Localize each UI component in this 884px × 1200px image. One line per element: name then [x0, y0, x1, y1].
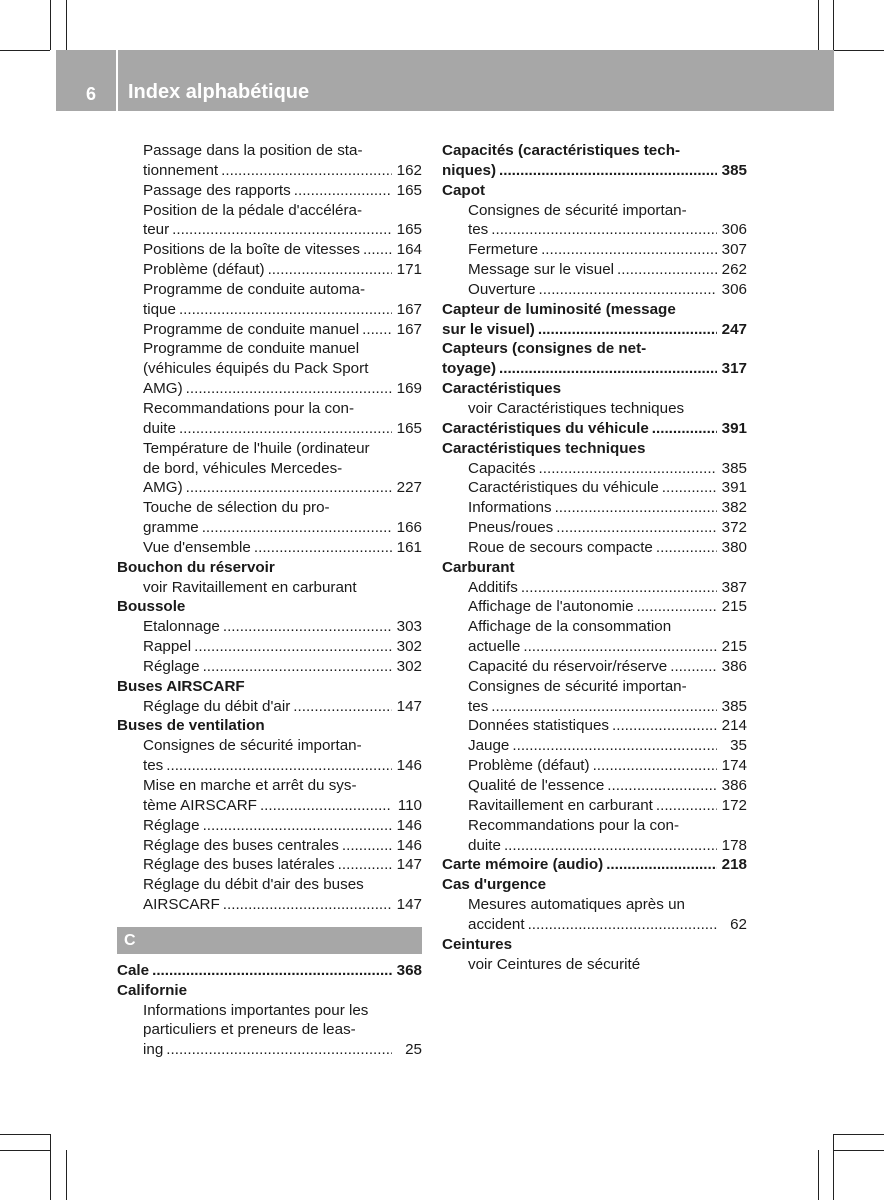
index-entry-text: Message sur le visuel — [468, 261, 615, 279]
index-heading-line — [117, 981, 422, 1001]
index-subentry-line — [442, 240, 747, 260]
page-reference: 165 — [396, 419, 422, 437]
dot-leader — [667, 657, 717, 677]
index-entry-text: Carburant — [442, 558, 515, 576]
dot-leader — [659, 478, 717, 498]
index-entry-text: Capacités — [468, 459, 536, 477]
index-subentry-line — [117, 1020, 422, 1040]
index-subentry-line — [117, 439, 422, 459]
index-column-right — [442, 141, 747, 974]
index-heading-line — [442, 875, 747, 895]
index-heading-line — [442, 379, 747, 399]
index-subentry-line — [442, 280, 747, 300]
dot-leader — [501, 836, 717, 856]
page-reference: 174 — [721, 757, 747, 775]
index-entry-text: Rappel — [143, 638, 192, 656]
index-entry-text: Caractéristiques du véhicule — [442, 419, 649, 437]
index-entry-text: AMG) — [143, 380, 183, 398]
index-entry-text: actuelle — [468, 638, 521, 656]
index-entry-text: Réglage du débit d'air — [143, 697, 291, 715]
index-subentry-line — [442, 756, 747, 776]
dot-leader — [653, 538, 717, 558]
index-entry-text: Boussole — [117, 598, 186, 616]
page-reference: 147 — [396, 856, 422, 874]
index-entry-text: AMG) — [143, 479, 183, 497]
index-heading-line — [442, 359, 747, 379]
crop-mark — [834, 1150, 884, 1151]
dot-leader — [604, 776, 717, 796]
crop-mark — [0, 50, 50, 51]
index-subentry-line — [442, 201, 747, 221]
section-letter-bar: C — [117, 927, 422, 954]
page-reference: 161 — [396, 538, 422, 556]
dot-leader — [609, 716, 717, 736]
index-subentry-line — [442, 399, 747, 419]
crop-mark — [66, 0, 67, 50]
index-subentry-line — [117, 359, 422, 379]
dot-leader — [200, 816, 392, 836]
index-entry-text: accident — [468, 915, 525, 933]
index-entry-text: Capteur de luminosité (message — [442, 300, 676, 318]
page-reference: 110 — [397, 796, 422, 814]
index-subentry-line — [442, 716, 747, 736]
crop-mark — [833, 1134, 834, 1200]
index-entry-text: Informations — [468, 499, 552, 517]
index-subentry-line — [117, 617, 422, 637]
dot-leader — [488, 220, 717, 240]
page-reference: 302 — [396, 638, 422, 656]
page-reference: 385 — [721, 697, 747, 715]
index-entry-text: Recommandations pour la con- — [468, 816, 680, 834]
index-entry-text: duite — [143, 419, 176, 437]
index-subentry-line — [442, 260, 747, 280]
index-subentry-line — [442, 796, 747, 816]
index-entry-text: ing — [143, 1041, 164, 1059]
index-entry-text: Caractéristiques techniques — [442, 439, 646, 457]
page-reference: 166 — [396, 519, 422, 537]
page-reference: 391 — [721, 419, 747, 437]
index-subentry-line — [117, 161, 422, 181]
dot-leader — [257, 796, 392, 816]
index-entry-text: Problème (défaut) — [468, 757, 590, 775]
dot-leader — [496, 359, 717, 379]
index-entry-text: Positions de la boîte de vitesses — [143, 241, 360, 259]
index-heading-line — [442, 558, 747, 578]
dot-leader — [290, 697, 392, 717]
index-subentry-line — [117, 736, 422, 756]
index-heading-line — [442, 439, 747, 459]
index-subentry-line — [442, 657, 747, 677]
index-subentry-line — [442, 776, 747, 796]
index-entry-text: Température de l'huile (ordinateur — [143, 439, 370, 457]
dot-leader — [183, 379, 392, 399]
index-subentry-line — [117, 895, 422, 915]
index-subentry-line — [442, 697, 747, 717]
page-reference: 146 — [396, 757, 422, 775]
page-reference: 214 — [721, 717, 747, 735]
index-entry-text: sur le visuel) — [442, 320, 535, 338]
index-subentry-line — [442, 736, 747, 756]
index-heading-line — [117, 716, 422, 736]
index-subentry-line — [442, 478, 747, 498]
page-reference: 227 — [396, 479, 422, 497]
index-entry-text: AIRSCARF — [143, 896, 220, 914]
index-entry-text: Position de la pédale d'accéléra- — [143, 201, 363, 219]
index-entry-text: Recommandations pour la con- — [143, 399, 355, 417]
index-entry-text: particuliers et preneurs de leas- — [143, 1021, 356, 1039]
dot-leader — [649, 419, 717, 439]
index-entry-text: Réglage — [143, 657, 200, 675]
dot-leader — [552, 498, 717, 518]
index-entry-text: Réglage des buses latérales — [143, 856, 335, 874]
index-subentry-line — [117, 697, 422, 717]
index-entry-text: Cale — [117, 961, 150, 979]
dot-leader — [538, 240, 717, 260]
index-entry-text: Programme de conduite manuel — [143, 320, 360, 338]
index-entry-text: Ouverture — [468, 280, 536, 298]
index-entry-text: Mise en marche et arrêt du sys- — [143, 777, 357, 794]
dot-leader — [590, 756, 717, 776]
crop-mark — [834, 1134, 884, 1135]
index-entry-text: Vue d'ensemble — [143, 538, 251, 556]
index-subentry-line — [117, 240, 422, 260]
index-entry-text: tes — [143, 757, 164, 775]
index-entry-text: Roue de secours compacte — [468, 538, 653, 556]
index-subentry-line — [442, 617, 747, 637]
index-entry-text: Informations importantes pour les — [143, 1001, 369, 1019]
index-subentry-line — [442, 836, 747, 856]
index-subentry-line — [117, 578, 422, 598]
index-entry-text: voir Ceintures de sécurité — [468, 955, 641, 973]
dot-leader — [614, 260, 717, 280]
page-header — [56, 50, 834, 111]
index-column-left — [117, 141, 422, 1060]
dot-leader — [536, 280, 717, 300]
index-subentry-line — [442, 597, 747, 617]
dot-leader — [603, 855, 717, 875]
index-entry-text: tème AIRSCARF — [143, 796, 257, 814]
index-entry-text: Buses de ventilation — [117, 717, 265, 735]
page-reference: 172 — [721, 796, 747, 814]
dot-leader — [653, 796, 717, 816]
index-entry-text: Qualité de l'essence — [468, 777, 605, 794]
index-entry-text: Réglage — [143, 816, 200, 834]
index-subentry-line — [442, 915, 747, 935]
index-subentry-line — [117, 776, 422, 796]
page-reference: 368 — [396, 961, 422, 979]
page-reference: 62 — [730, 915, 747, 933]
index-subentry-line — [117, 399, 422, 419]
page-reference: 306 — [721, 221, 747, 239]
page-reference: 164 — [396, 241, 422, 259]
index-heading-line — [442, 141, 747, 161]
dot-leader — [339, 836, 392, 856]
index-heading-line — [442, 300, 747, 320]
index-entry-text: tes — [468, 221, 489, 239]
crop-mark — [0, 1134, 50, 1135]
index-entry-text: tique — [143, 300, 176, 318]
index-entry-text: tes — [468, 697, 489, 715]
index-entry-text: Fermeture — [468, 241, 539, 259]
dot-leader — [265, 260, 392, 280]
index-entry-text: voir Caractéristiques techniques — [468, 399, 685, 417]
index-subentry-line — [442, 220, 747, 240]
page-reference: 262 — [721, 261, 747, 279]
index-subentry-line — [117, 1040, 422, 1060]
index-subentry-line — [117, 657, 422, 677]
dot-leader — [199, 518, 392, 538]
dot-leader — [359, 320, 392, 340]
index-subentry-line — [442, 955, 747, 975]
page-reference: 247 — [721, 320, 747, 338]
index-heading-line — [442, 161, 747, 181]
dot-leader — [191, 637, 392, 657]
page-reference: 317 — [721, 360, 747, 378]
index-entry-text: Passage des rapports — [143, 181, 291, 199]
page-reference: 382 — [721, 499, 747, 517]
index-heading-line — [442, 855, 747, 875]
index-entry-text: Touche de sélection du pro- — [143, 499, 330, 517]
index-entry-text: Capacité du réservoir/réserve — [468, 657, 668, 675]
index-entry-text: Jauge — [468, 737, 510, 755]
index-entry-text: niques) — [442, 161, 497, 179]
page-reference: 146 — [396, 836, 422, 854]
dot-leader — [335, 855, 392, 875]
index-subentry-line — [117, 1001, 422, 1021]
index-subentry-line — [117, 320, 422, 340]
index-entry-text: Etalonnage — [143, 618, 220, 636]
page-reference: 147 — [396, 896, 422, 914]
index-entry-text: Caractéristiques du véhicule — [468, 479, 659, 497]
dot-leader — [251, 538, 392, 558]
index-entry-text: voir Ravitaillement en carburant — [143, 578, 357, 596]
index-entry-text: Capot — [442, 181, 486, 199]
page-reference: 146 — [396, 816, 422, 834]
dot-leader — [360, 240, 392, 260]
page-reference: 215 — [721, 638, 747, 656]
index-subentry-line — [117, 141, 422, 161]
page-reference: 391 — [721, 479, 747, 497]
index-subentry-line — [117, 756, 422, 776]
dot-leader — [200, 657, 392, 677]
page-reference: 165 — [396, 221, 422, 239]
crop-mark — [818, 1150, 819, 1200]
dot-leader — [520, 637, 717, 657]
index-entry-text: Capteurs (consignes de net- — [442, 340, 647, 358]
index-subentry-line — [117, 875, 422, 895]
dot-leader — [220, 895, 392, 915]
index-subentry-line — [117, 419, 422, 439]
page-reference: 306 — [721, 280, 747, 298]
dot-leader — [291, 181, 392, 201]
index-entry-text: Bouchon du réservoir — [117, 558, 275, 576]
index-entry-text: Buses AIRSCARF — [117, 677, 245, 695]
index-subentry-line — [117, 518, 422, 538]
index-entry-text: Programme de conduite automa- — [143, 280, 366, 298]
dot-leader — [149, 961, 392, 981]
index-subentry-line — [117, 459, 422, 479]
page-reference: 386 — [721, 777, 747, 794]
index-subentry-line — [442, 677, 747, 697]
page-reference: 167 — [396, 320, 422, 338]
page-reference: 380 — [721, 538, 747, 556]
dot-leader — [525, 915, 717, 935]
index-entry-text: Additifs — [468, 578, 518, 596]
index-entry-text: gramme — [143, 519, 199, 537]
index-subentry-line — [117, 816, 422, 836]
crop-mark — [833, 0, 834, 50]
page-reference: 25 — [405, 1041, 422, 1059]
index-heading-line — [442, 320, 747, 340]
index-entry-text: teur — [143, 221, 170, 239]
page-title: Index alphabétique — [128, 81, 310, 103]
index-subentry-line — [117, 836, 422, 856]
dot-leader — [536, 459, 717, 479]
dot-leader — [163, 1040, 392, 1060]
index-entry-text: Affichage de la consommation — [468, 618, 672, 636]
page-reference: 307 — [721, 241, 747, 259]
index-entry-text: Californie — [117, 981, 188, 999]
index-entry-text: Pneus/roues — [468, 519, 554, 537]
index-subentry-line — [117, 379, 422, 399]
dot-leader — [535, 320, 717, 340]
index-entry-text: Réglage du débit d'air des buses — [143, 876, 364, 894]
index-entry-text: Consignes de sécurité importan- — [143, 737, 362, 755]
index-heading-line — [117, 597, 422, 617]
page-reference: 218 — [721, 856, 747, 874]
dot-leader — [183, 478, 392, 498]
index-entry-text: Carte mémoire (audio) — [442, 856, 604, 874]
page-reference: 171 — [396, 261, 422, 279]
index-entry-text: Programme de conduite manuel — [143, 340, 360, 358]
page-reference: 165 — [396, 181, 422, 199]
dot-leader — [518, 578, 717, 598]
index-subentry-line — [117, 181, 422, 201]
index-subentry-line — [442, 498, 747, 518]
index-entry-text: Passage dans la position de sta- — [143, 142, 363, 159]
index-subentry-line — [117, 260, 422, 280]
page-reference: 162 — [396, 161, 422, 179]
dot-leader — [488, 697, 717, 717]
index-subentry-line — [442, 637, 747, 657]
index-entry-text: Ceintures — [442, 935, 513, 953]
index-heading-line — [117, 961, 422, 981]
page-reference: 372 — [721, 519, 747, 537]
dot-leader — [163, 756, 392, 776]
index-heading-line — [442, 339, 747, 359]
index-subentry-line — [117, 637, 422, 657]
index-subentry-line — [442, 518, 747, 538]
page-reference: 385 — [721, 459, 747, 477]
index-entry-text: Consignes de sécurité importan- — [468, 677, 687, 695]
index-entry-text: Caractéristiques — [442, 380, 562, 398]
crop-mark — [0, 1150, 50, 1151]
page-reference: 35 — [730, 737, 747, 755]
index-heading-line — [442, 419, 747, 439]
dot-leader — [509, 736, 717, 756]
index-subentry-line — [442, 578, 747, 598]
index-subentry-line — [442, 895, 747, 915]
page-reference: 169 — [396, 380, 422, 398]
page-reference: 147 — [396, 697, 422, 715]
index-subentry-line — [117, 280, 422, 300]
index-subentry-line — [442, 459, 747, 479]
index-entry-text: Réglage des buses centrales — [143, 836, 339, 854]
dot-leader — [176, 419, 392, 439]
index-heading-line — [442, 181, 747, 201]
crop-mark — [818, 0, 819, 50]
index-entry-text: Problème (défaut) — [143, 261, 265, 279]
index-entry-text: Mesures automatiques après un — [468, 896, 685, 914]
index-entry-text: Cas d'urgence — [442, 876, 547, 894]
index-subentry-line — [117, 498, 422, 518]
crop-mark — [834, 50, 884, 51]
crop-mark — [66, 1150, 67, 1200]
dot-leader — [218, 161, 392, 181]
index-subentry-line — [117, 339, 422, 359]
index-subentry-line — [117, 220, 422, 240]
dot-leader — [553, 518, 717, 538]
page-reference: 302 — [396, 657, 422, 675]
index-subentry-line — [117, 855, 422, 875]
index-heading-line — [117, 677, 422, 697]
index-entry-text: Affichage de l'autonomie — [468, 598, 634, 616]
index-entry-text: Consignes de sécurité importan- — [468, 201, 687, 219]
dot-leader — [496, 161, 717, 181]
dot-leader — [634, 597, 717, 617]
index-entry-text: Ravitaillement en carburant — [468, 796, 653, 814]
index-heading-line — [442, 935, 747, 955]
dot-leader — [176, 300, 392, 320]
index-subentry-line — [117, 478, 422, 498]
page-reference: 178 — [721, 836, 747, 854]
index-entry-text: Capacités (caractéristiques tech- — [442, 142, 681, 159]
page-number: 6 — [86, 84, 97, 104]
index-subentry-line — [117, 201, 422, 221]
index-entry-text: toyage) — [442, 360, 497, 378]
dot-leader — [220, 617, 392, 637]
index-subentry-line — [117, 300, 422, 320]
index-entry-text: de bord, véhicules Mercedes- — [143, 459, 343, 477]
page-reference: 386 — [721, 657, 747, 675]
index-entry-text: Données statistiques — [468, 717, 609, 735]
index-subentry-line — [117, 538, 422, 558]
index-entry-text: duite — [468, 836, 501, 854]
index-subentry-line — [442, 538, 747, 558]
index-entry-text: (véhicules équipés du Pack Sport — [143, 360, 369, 378]
page-reference: 215 — [721, 598, 747, 616]
dot-leader — [169, 220, 392, 240]
crop-mark — [50, 1134, 51, 1200]
index-heading-line — [117, 558, 422, 578]
page-reference: 303 — [396, 618, 422, 636]
page-reference: 387 — [721, 578, 747, 596]
page-reference: 385 — [721, 161, 747, 179]
index-subentry-line — [117, 796, 422, 816]
header-divider — [116, 50, 118, 111]
crop-mark — [50, 0, 51, 50]
index-subentry-line — [442, 816, 747, 836]
index-entry-text: tionnement — [143, 161, 219, 179]
page-reference: 167 — [396, 300, 422, 318]
